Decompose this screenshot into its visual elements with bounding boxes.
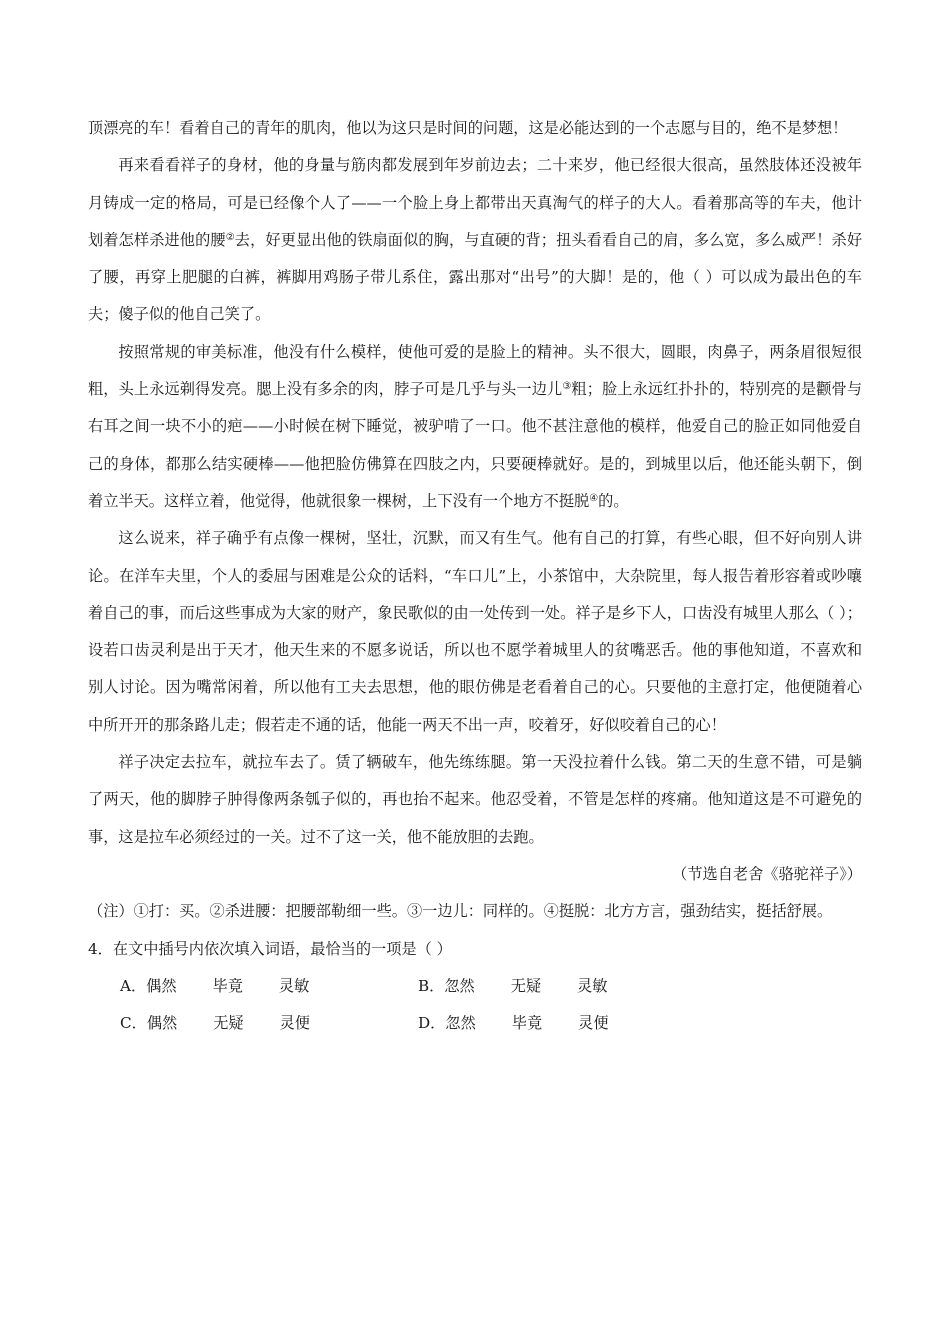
options-row-2 (88, 1005, 862, 1042)
paragraph-4: 这么说来，祥子确乎有点像一棵树，坚壮，沉默，而又有生气。他有自己的打算，有些心眼，但不好向别人讲论。在洋车夫里，个人的委屈与困难是公众的话料，“车口儿”上，小茶馆中，大杂院里，每人报告着形容着或吵嚷着自己的事，而后这些事成为大家的财产，象民歌似的由一处传到一处。祥子是乡下人，口齿没有城里人那么（ ）；设若口齿灵利是出于天才，他天生来的不愿多说话，所以也不愿学着城里人的贫嘴恶舌。他的事他知道，不喜欢和别人讨论。因为嘴常闲着，所以他有工夫去思想，他的眼仿佛是老看着自己的心。只要他的主意打定，他便随着心中所开开的那条路儿走；假若走不通的话，他能一两天不出一声，咬着牙，好似咬着自己的心！ (88, 529, 862, 734)
option-letter: D． (418, 1014, 446, 1033)
option-word: 忽然 (445, 1014, 476, 1033)
question-stem: 4．在文中插号内依次填入词语，最恰当的一项是（ ） (88, 939, 452, 958)
paragraph-3-part-b: 粗；脸上永远红扑扑的，特别亮的是颧骨与右耳之间一块不小的疤——小时候在树下睡觉，被驴啃了一口。他不甚注意他的模样，他爱自己的脸正如同他爱自己的身体，都那么结实硬棒——他把脸仿佛算在四肢之内，只要硬棒就好。是的，到城里以后，他还能头朝下，倒着立半天。这样立着，他觉得，他就很象一棵树，上下没有一个地方不挺脱 (88, 380, 863, 510)
footnotes: （注）①打：买。②杀进腰：把腰部勒细一些。③一边儿：同样的。④挺脱：北方方言，强劲结实，挺括舒展。 (88, 902, 833, 921)
option-b[interactable] (418, 968, 716, 1005)
option-word: 毕竟 (212, 976, 243, 995)
footnote-mark-3: ③ (562, 381, 572, 393)
paragraph-5: 祥子决定去拉车，就拉车去了。赁了辆破车，他先练练腿。第一天没拉着什么钱。第二天的生意不错，可是躺了两天，他的脚脖子肿得像两条瓠子似的，再也抬不起来。他忍受着，不管是怎样的疼痛。他知道这是不可避免的事，这是拉车必须经过的一关。过不了这一关，他不能放胆的去跑。 (88, 753, 862, 846)
paragraph-2-part-a: 再来看看祥子的身材，他的身量与筋肉都发展到年岁前边去；二十来岁，他已经很大很高，虽然肢体还没被年月铸成一定的格局，可是已经像个人了——一个脸上身上都带出天真淘气的样子的大人。看着那高等的车夫，他计划着怎样杀进他的腰 (88, 156, 862, 249)
paragraph-2 (88, 147, 862, 333)
option-word: 偶然 (146, 1014, 178, 1033)
paragraph-3-part-c: 的。 (598, 491, 629, 510)
option-letter: A． (120, 976, 147, 995)
option-word: 偶然 (146, 976, 177, 995)
paragraph-1: 顶漂亮的车！看着自己的青年的肌肉，他以为这只是时间的问题，这是必能达到的一个志愿与目的，绝不是梦想！ (88, 119, 848, 137)
footnote-mark-2: ② (225, 231, 235, 243)
paragraph-2-part-b: 去，好更显出他的铁扇面似的胸，与直硬的背；扭头看看自己的肩，多么宽，多么威严！杀好了腰，再穿上肥腿的白裤，裤脚用鸡肠子带儿系住，露出那对“出号”的大脚！是的，他（ ）可以成为最出色的车夫；傻子似的他自己笑了。 (88, 230, 863, 324)
option-letter: B． (418, 976, 445, 995)
source-citation: （节选自老舍《骆驼祥子》） (672, 864, 862, 883)
document-page (88, 110, 862, 1042)
option-word: 忽然 (444, 976, 475, 995)
option-word: 无疑 (510, 976, 542, 995)
option-a[interactable] (120, 968, 418, 1005)
option-word: 灵便 (578, 1014, 609, 1033)
options-row-1 (88, 968, 862, 1005)
option-letter: C． (120, 1014, 147, 1033)
option-word: 毕竟 (511, 1014, 543, 1033)
option-c[interactable] (120, 1005, 418, 1042)
option-d[interactable] (418, 1005, 716, 1042)
option-word: 无疑 (213, 1014, 244, 1033)
option-word: 灵敏 (577, 976, 608, 995)
paragraph-3-part-a: 按照常规的审美标准，他没有什么模样，使他可爱的是脸上的精神。头不很大，圆眼，肉鼻子，两条眉很短很粗，头上永远剃得发亮。腮上没有多余的肉，脖子可是几乎与头一边儿 (88, 342, 862, 399)
footnote-mark-4: ④ (589, 492, 599, 504)
option-word: 灵便 (279, 1014, 310, 1033)
paragraph-3 (88, 334, 862, 520)
option-word: 灵敏 (278, 976, 310, 995)
